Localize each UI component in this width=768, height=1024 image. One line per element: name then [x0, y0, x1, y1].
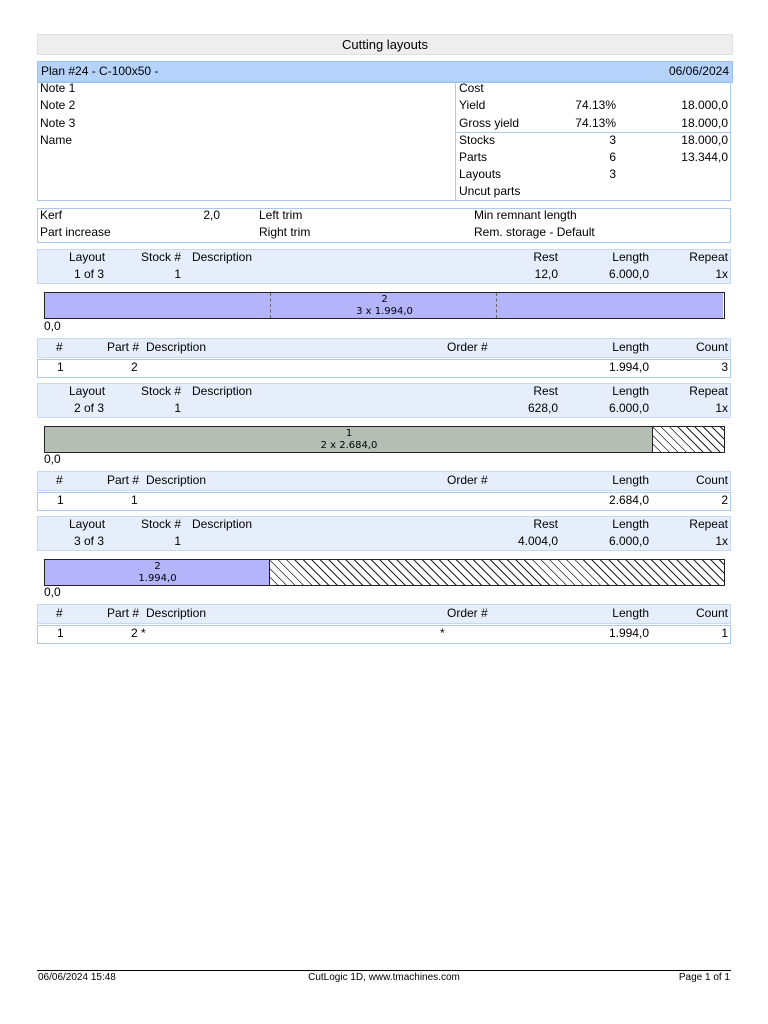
layout-2-part-count: 2: [721, 493, 728, 507]
gross-pct: 74.13%: [575, 116, 616, 130]
part-length-col-header: Length: [612, 340, 649, 354]
num-col-header: #: [56, 473, 63, 487]
stocks-label: Stocks: [459, 133, 496, 147]
note-2: Note 2: [40, 98, 76, 112]
part-length-col-header: Length: [612, 606, 649, 620]
part-col-header: Part #: [107, 340, 140, 354]
layout-2-length: 6.000,0: [608, 401, 649, 415]
order-col-header: Order #: [447, 473, 488, 487]
part-description-col-header: Description: [146, 606, 207, 620]
uncut-label: Uncut parts: [459, 184, 521, 198]
layout-col-header: Layout: [69, 384, 106, 398]
layout-1-index: 1 of 3: [74, 267, 105, 281]
left-trim-label: Left trim: [259, 208, 303, 222]
layout-2-repeat: 1x: [715, 401, 728, 415]
layout-3-stock: 1: [174, 534, 181, 548]
layout-3-part-id: 2 *: [131, 626, 146, 640]
layout-2-bar-qty: 2 x 2.684,0: [320, 440, 378, 451]
part-col-header: Part #: [107, 473, 140, 487]
layout-3-part-order: *: [440, 626, 445, 640]
layout-1-part-length: 1.994,0: [608, 360, 649, 374]
layout-1-repeat: 1x: [715, 267, 728, 281]
layout-2-part-length: 2.684,0: [608, 493, 649, 507]
stock-col-header: Stock #: [141, 250, 182, 264]
layout-col-header: Layout: [69, 517, 106, 531]
layout-1-bar-qty: 3 x 1.994,0: [356, 306, 413, 317]
layout-3-part-count: 1: [721, 626, 728, 640]
stock-col-header: Stock #: [141, 517, 182, 531]
yield-label: Yield: [459, 98, 486, 112]
part-col-header: Part #: [107, 606, 140, 620]
layout-3-length: 6.000,0: [608, 534, 649, 548]
parts-label: Parts: [459, 150, 488, 164]
order-col-header: Order #: [447, 340, 488, 354]
summary-divider: [455, 82, 456, 200]
plan-header: [37, 61, 733, 83]
layout-3-rest-segment: [270, 560, 724, 585]
layout-1-origin: 0,0: [44, 319, 61, 333]
summary-box: [37, 81, 731, 201]
rest-col-header: Rest: [533, 384, 558, 398]
layout-3-bar-qty: 1.994,0: [138, 573, 177, 584]
layout-2-part-num: 1: [57, 493, 64, 507]
description-col-header: Description: [192, 250, 253, 264]
length-col-header: Length: [612, 517, 649, 531]
count-col-header: Count: [695, 473, 728, 487]
layout-1-part-count: 3: [721, 360, 728, 374]
layout-3-rest: 4.004,0: [517, 534, 558, 548]
repeat-col-header: Repeat: [689, 384, 728, 398]
yield-val: 18.000,0: [681, 98, 728, 112]
layout-2-part-id: 1: [131, 493, 138, 507]
footer-product: CutLogic 1D, www.tmachines.com: [308, 972, 460, 983]
length-col-header: Length: [612, 250, 649, 264]
kerf-value: 2,0: [203, 208, 220, 222]
rest-col-header: Rest: [533, 517, 558, 531]
layout-1-bar: [44, 292, 725, 319]
count-col-header: Count: [695, 340, 728, 354]
settings-box: [37, 208, 731, 243]
num-col-header: #: [56, 340, 63, 354]
num-col-header: #: [56, 606, 63, 620]
layout-2-stock: 1: [174, 401, 181, 415]
page-title: Cutting layouts: [37, 34, 733, 55]
part-description-col-header: Description: [146, 473, 207, 487]
plan-name: Plan #24 - C-100x50 -: [41, 64, 159, 78]
layout-2-bar: [44, 426, 725, 453]
plan-date: 06/06/2024: [668, 64, 729, 78]
stock-col-header: Stock #: [141, 384, 182, 398]
layout-2-bar-part: 1: [345, 428, 353, 439]
order-col-header: Order #: [447, 606, 488, 620]
layouts-count: 3: [609, 167, 616, 181]
footer-page: Page 1 of 1: [678, 972, 730, 983]
layout-1-part-id: 2: [131, 360, 138, 374]
layout-1-length: 6.000,0: [608, 267, 649, 281]
layout-3-repeat: 1x: [715, 534, 728, 548]
count-col-header: Count: [695, 606, 728, 620]
layout-1-stock: 1: [174, 267, 181, 281]
layout-3-part-num: 1: [57, 626, 64, 640]
layout-3-part-length: 1.994,0: [608, 626, 649, 640]
right-trim-label: Right trim: [259, 225, 311, 239]
layout-1-bar-part: 2: [381, 294, 388, 305]
layout-1-rest: 12,0: [534, 267, 558, 281]
stocks-count: 3: [609, 133, 616, 147]
gross-val: 18.000,0: [681, 116, 728, 130]
part-increase-label: Part increase: [40, 225, 111, 239]
layout-2-origin: 0,0: [44, 452, 61, 466]
rem-storage-label: Rem. storage - Default: [474, 225, 595, 239]
yield-pct: 74.13%: [575, 98, 616, 112]
note-name: Name: [40, 133, 73, 147]
layout-3-bar: [44, 559, 725, 586]
kerf-label: Kerf: [40, 208, 63, 222]
description-col-header: Description: [192, 517, 253, 531]
stocks-val: 18.000,0: [681, 133, 728, 147]
layout-3-index: 3 of 3: [74, 534, 105, 548]
length-col-header: Length: [612, 384, 649, 398]
layout-3-bar-part: 2: [154, 561, 161, 572]
rest-col-header: Rest: [533, 250, 558, 264]
layout-3-origin: 0,0: [44, 585, 61, 599]
note-1: Note 1: [40, 81, 76, 95]
layouts-label: Layouts: [459, 167, 502, 181]
min-remnant-label: Min remnant length: [474, 208, 577, 222]
cost-label: Cost: [459, 81, 484, 95]
note-3: Note 3: [40, 116, 76, 130]
footer-datetime: 06/06/2024 15:48: [38, 972, 116, 983]
parts-count: 6: [609, 150, 616, 164]
parts-val: 13.344,0: [681, 150, 728, 164]
layout-1-part-num: 1: [57, 360, 64, 374]
layout-2-rest-segment: [653, 427, 724, 452]
part-length-col-header: Length: [612, 473, 649, 487]
layout-2-index: 2 of 3: [74, 401, 105, 415]
part-description-col-header: Description: [146, 340, 207, 354]
description-col-header: Description: [192, 384, 253, 398]
gross-label: Gross yield: [459, 116, 520, 130]
layout-col-header: Layout: [69, 250, 106, 264]
layout-2-rest: 628,0: [527, 401, 558, 415]
repeat-col-header: Repeat: [689, 250, 728, 264]
repeat-col-header: Repeat: [689, 517, 728, 531]
footer-divider: [37, 970, 731, 971]
